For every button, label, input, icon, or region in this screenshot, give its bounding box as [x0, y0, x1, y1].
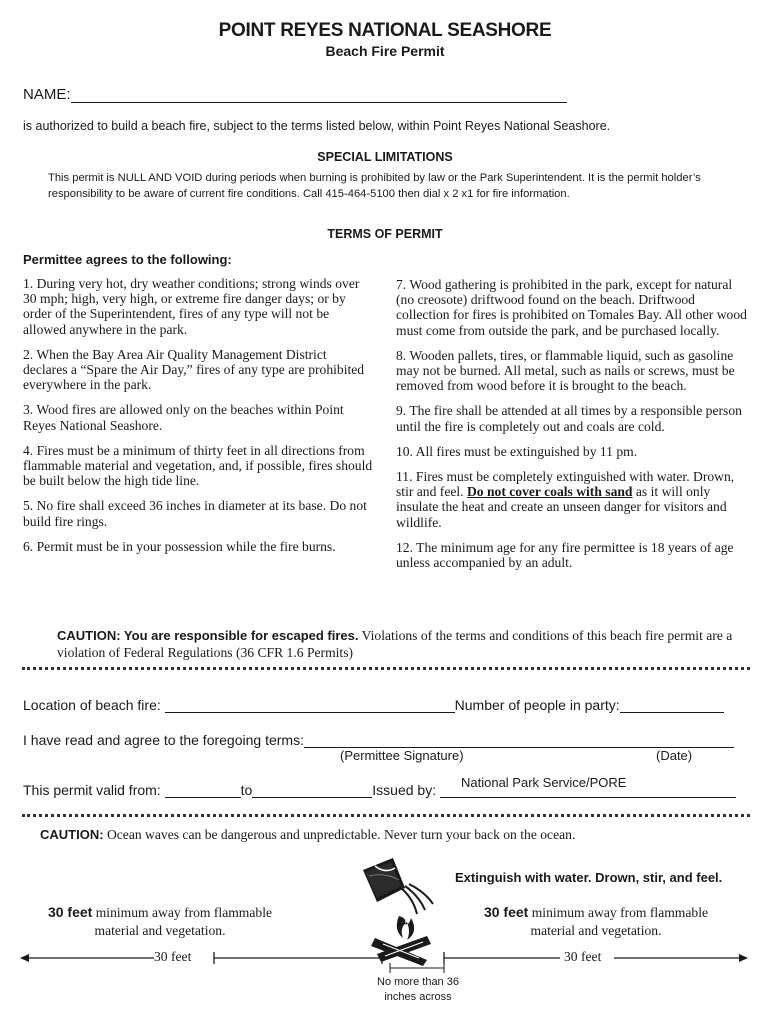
left-distance-text: minimum away from flammable material and vegetation. [92, 905, 273, 938]
term-item-11-text: 11. Fires must be completely extinguished with water. Drown, stir and feel. [396, 469, 735, 500]
term-item-10: 10. All fires must be extinguished by 11 pm. [396, 443, 638, 459]
valid-to-field[interactable] [252, 783, 372, 798]
left-distance-note [30, 903, 290, 940]
valid-from-field[interactable] [165, 783, 241, 798]
valid-from-label: This permit valid from: [23, 782, 165, 798]
name-row [23, 86, 567, 103]
term-item-2: 2. When the Bay Area Air Quality Management District declares a “Spare the Air Day,” fires of any type are prohibited everywhere in the park. [23, 346, 365, 393]
right-distance-bold: 30 feet [483, 904, 529, 920]
page-title: POINT REYES NATIONAL SEASHORE [218, 20, 552, 41]
issued-by-field[interactable] [440, 783, 736, 798]
distance-arrows [20, 948, 750, 968]
signature-field[interactable] [304, 733, 734, 748]
extinguish-instruction: Extinguish with water. Drown, stir, and feel. [455, 870, 723, 885]
signature-caption: (Permittee Signature) [340, 748, 464, 763]
issuer-value: National Park Service/PORE [461, 775, 627, 790]
caution-ocean-waves [40, 827, 575, 843]
term-item-6: 6. Permit must be in your possession while the fire burns. [23, 538, 336, 554]
location-label: Location of beach fire: [23, 697, 165, 713]
term-item-11 [396, 469, 748, 530]
date-caption: (Date) [656, 748, 693, 763]
term-item-7: 7. Wood gathering is prohibited in the park, except for natural (no creosote) driftwood found on the beach. Driftwood collection for fires is prohibited on Tomales Bay. All other wood must come from outside the park, and be purchased locally. [396, 277, 747, 338]
dotted-divider [22, 667, 750, 670]
term-item-4: 4. Fires must be a minimum of thirty feet in all directions from flammable material and vegetation, and, if possible, fires should be built below the high tide line. [23, 442, 373, 489]
agreement-label: I have read and agree to the foregoing terms: [23, 732, 304, 748]
issued-by-label: Issued by: [372, 782, 440, 798]
caution-escaped-fires [57, 628, 737, 661]
term-item-8: 8. Wooden pallets, tires, or flammable liquid, such as gasoline may not be burned. All metal, such as nails or screws, must be removed from wood before it is brought to the beach. [396, 347, 735, 394]
right-distance-label: 30 feet [564, 949, 602, 964]
to-label: to [240, 782, 253, 798]
terms-left-column [23, 276, 373, 564]
term-item-1: 1. During very hot, dry weather conditions; strong winds over 30 mph; high, very high, or extreme fire danger days; or by order of the Superintendent, fires of any type will not be allowed anywhere in the park. [23, 276, 360, 337]
caution-escaped-fires-bold: CAUTION: You are responsible for escaped fires. [57, 628, 359, 643]
caution-ocean-waves-bold: CAUTION: [40, 827, 104, 842]
bucket-icon [363, 858, 405, 902]
term-item-9: 9. The fire shall be attended at all times by a responsible person until the fire is completely out and coals are cold. [396, 403, 742, 434]
term-item-5: 5. No fire shall exceed 36 inches in diameter at its base. Do not build fire rings. [23, 498, 367, 529]
permittee-agrees-heading: Permittee agrees to the following: [23, 252, 232, 267]
page-subtitle: Beach Fire Permit [325, 43, 445, 59]
term-item-12: 12. The minimum age for any fire permittee is 18 years of age unless accompanied by an adult. [396, 539, 734, 571]
left-distance-bold: 30 feet [47, 904, 93, 920]
special-limitations-heading: SPECIAL LIMITATIONS [317, 150, 453, 164]
water-pour-icon [401, 884, 433, 914]
name-field[interactable] [71, 88, 567, 103]
diameter-note: No more than 36 inches across [377, 976, 459, 1003]
people-label: Number of people in party: [454, 697, 620, 713]
caution-ocean-waves-text: Ocean waves can be dangerous and unpredictable. Never turn your back on the ocean. [103, 827, 576, 842]
diameter-marker [388, 962, 446, 974]
name-label: NAME: [23, 86, 71, 103]
people-count-field[interactable] [620, 698, 724, 713]
term-item-11-emphasis: Do not cover coals with sand [466, 484, 633, 500]
special-limitations-text: This permit is NULL AND VOID during periods when burning is prohibited by law or the Park Superintendent. It is the permit holder’s responsibility to be aware of current fire conditions. Call 415-464-5100 then dial x 2 x1 for fire information. [48, 172, 701, 200]
validity-row [23, 782, 736, 798]
right-distance-text: minimum away from flammable material and vegetation. [528, 905, 709, 938]
terms-heading: TERMS OF PERMIT [327, 227, 443, 241]
right-distance-note [468, 903, 724, 940]
dotted-divider-2 [22, 814, 750, 817]
agreement-row [23, 732, 734, 748]
caution-escaped-fires-text: Violations of the terms and conditions of this beach fire permit are a violation of Federal Regulations (36 CFR 1.6 Permits) [57, 628, 733, 660]
location-row [23, 697, 724, 713]
term-item-3: 3. Wood fires are allowed only on the beaches within Point Reyes National Seashore. [23, 402, 344, 433]
terms-right-column [396, 277, 748, 580]
term-item-11-rest: as it will only insulate the heat and create an unseen danger for visitors and wildlife. [396, 484, 727, 530]
authorization-text: is authorized to build a beach fire, subject to the terms listed below, within Point Reyes National Seashore. [23, 119, 611, 133]
left-distance-label: 30 feet [154, 949, 192, 964]
location-field[interactable] [165, 698, 455, 713]
